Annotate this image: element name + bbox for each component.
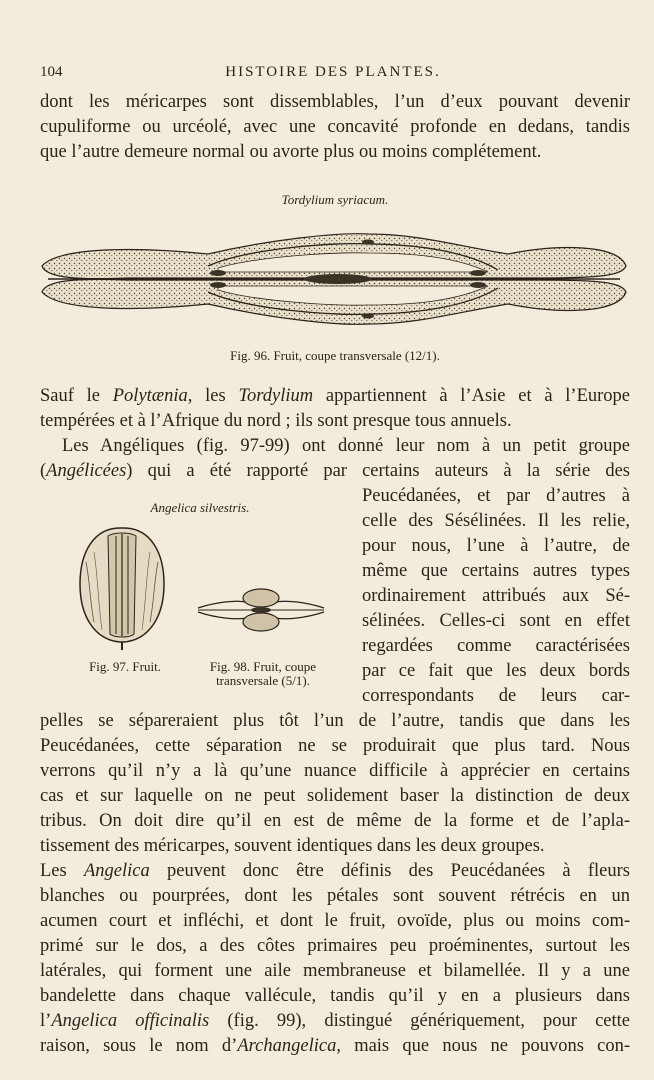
text-line: Peucédanées, cette séparation ne se produirait que plus tard. Nous xyxy=(40,736,630,756)
figure-97-fruit-illustration xyxy=(74,522,170,652)
text-line: l’Angelica officinalis (fig. 99), distingué génériquement, pour cette xyxy=(40,1011,630,1031)
running-header xyxy=(40,64,626,86)
figure-96-illustration xyxy=(38,222,630,334)
text-line: cas et sur laquelle on ne peut solidement baser la distinction de deux xyxy=(40,786,630,806)
text-line: dont les méricarpes sont dissemblables, l’un d’eux pouvant devenir xyxy=(40,92,630,112)
text-line: que l’autre demeure normal ou avorte plus ou moins complétement. xyxy=(40,142,542,162)
figure-98-caption: Fig. 98. Fruit, coupe transversale (5/1). xyxy=(209,659,317,688)
page-number: 104 xyxy=(40,64,63,80)
text-line: Peucédanées, et par d’autres à xyxy=(362,486,630,506)
text-line: verrons qu’il n’y a là qu’une nuance difficile à apprécier en certains xyxy=(40,761,630,781)
text-line: correspondants de leurs car- xyxy=(362,686,630,706)
text-line: pour nous, l’une à l’autre, de xyxy=(362,536,630,556)
text-line: par ce fait que les deux bords xyxy=(362,661,630,681)
text-line: tribus. On doit dire qu’il en est de même de la forme et de l’apla- xyxy=(40,811,630,831)
text-line: bandelette dans chaque vallécule, tandis qu’il y en a plusieurs dans xyxy=(40,986,630,1006)
text-line: regardées comme caractérisées xyxy=(362,636,630,656)
text-line: Les Angelica peuvent donc être définis des Peucédanées à fleurs xyxy=(40,861,630,881)
figure-98-section-illustration xyxy=(196,584,326,636)
text-line: tempérées et à l’Afrique du nord ; ils sont presque tous annuels. xyxy=(40,411,512,431)
figure-97-98-title: Angelica silvestris. xyxy=(150,500,250,515)
text-line: primé sur le dos, a des côtes primaires peu proéminentes, surtout les xyxy=(40,936,630,956)
figure-97-caption: Fig. 97. Fruit. xyxy=(89,659,161,674)
running-title: HISTOIRE DES PLANTES. xyxy=(225,64,441,80)
text-line: ordinairement attribués aux Sé- xyxy=(362,586,630,606)
text-line: Les Angéliques (fig. 97-99) ont donné leur nom à un petit groupe xyxy=(62,436,630,456)
text-line: pelles se sépareraient plus tôt l’un de l’autre, tandis que dans les xyxy=(40,711,630,731)
text-line: blanches ou pourprées, dont les pétales sont souvent rétrécis en un xyxy=(40,886,630,906)
text-line: (Angélicées) qui a été rapporté par certains auteurs à la série des xyxy=(40,461,630,481)
text-line: raison, sous le nom d’Archangelica, mais que nous ne pouvons con- xyxy=(40,1036,631,1056)
figure-96-title: Tordylium syriacum. xyxy=(281,192,389,207)
text-line: latérales, qui forment une aile membraneuse et bilamellée. Il y a une xyxy=(40,961,630,981)
text-line: sélinées. Celles-ci sont en effet xyxy=(362,611,630,631)
text-line: même que certains autres types xyxy=(362,561,630,581)
text-line: acumen court et infléchi, et dont le fruit, ovoïde, plus ou moins com- xyxy=(40,911,630,931)
text-line: cupuliforme ou urcéolé, avec une concavité profonde en dedans, tandis xyxy=(40,117,630,137)
text-line: tissement des méricarpes, souvent identiques dans les deux groupes. xyxy=(40,836,545,856)
text-line: Sauf le Polytænia, les Tordylium appartiennent à l’Asie et à l’Europe xyxy=(40,386,630,406)
figure-96-caption: Fig. 96. Fruit, coupe transversale (12/1). xyxy=(230,348,440,363)
text-line: celle des Sésélinées. Il les relie, xyxy=(362,511,630,531)
